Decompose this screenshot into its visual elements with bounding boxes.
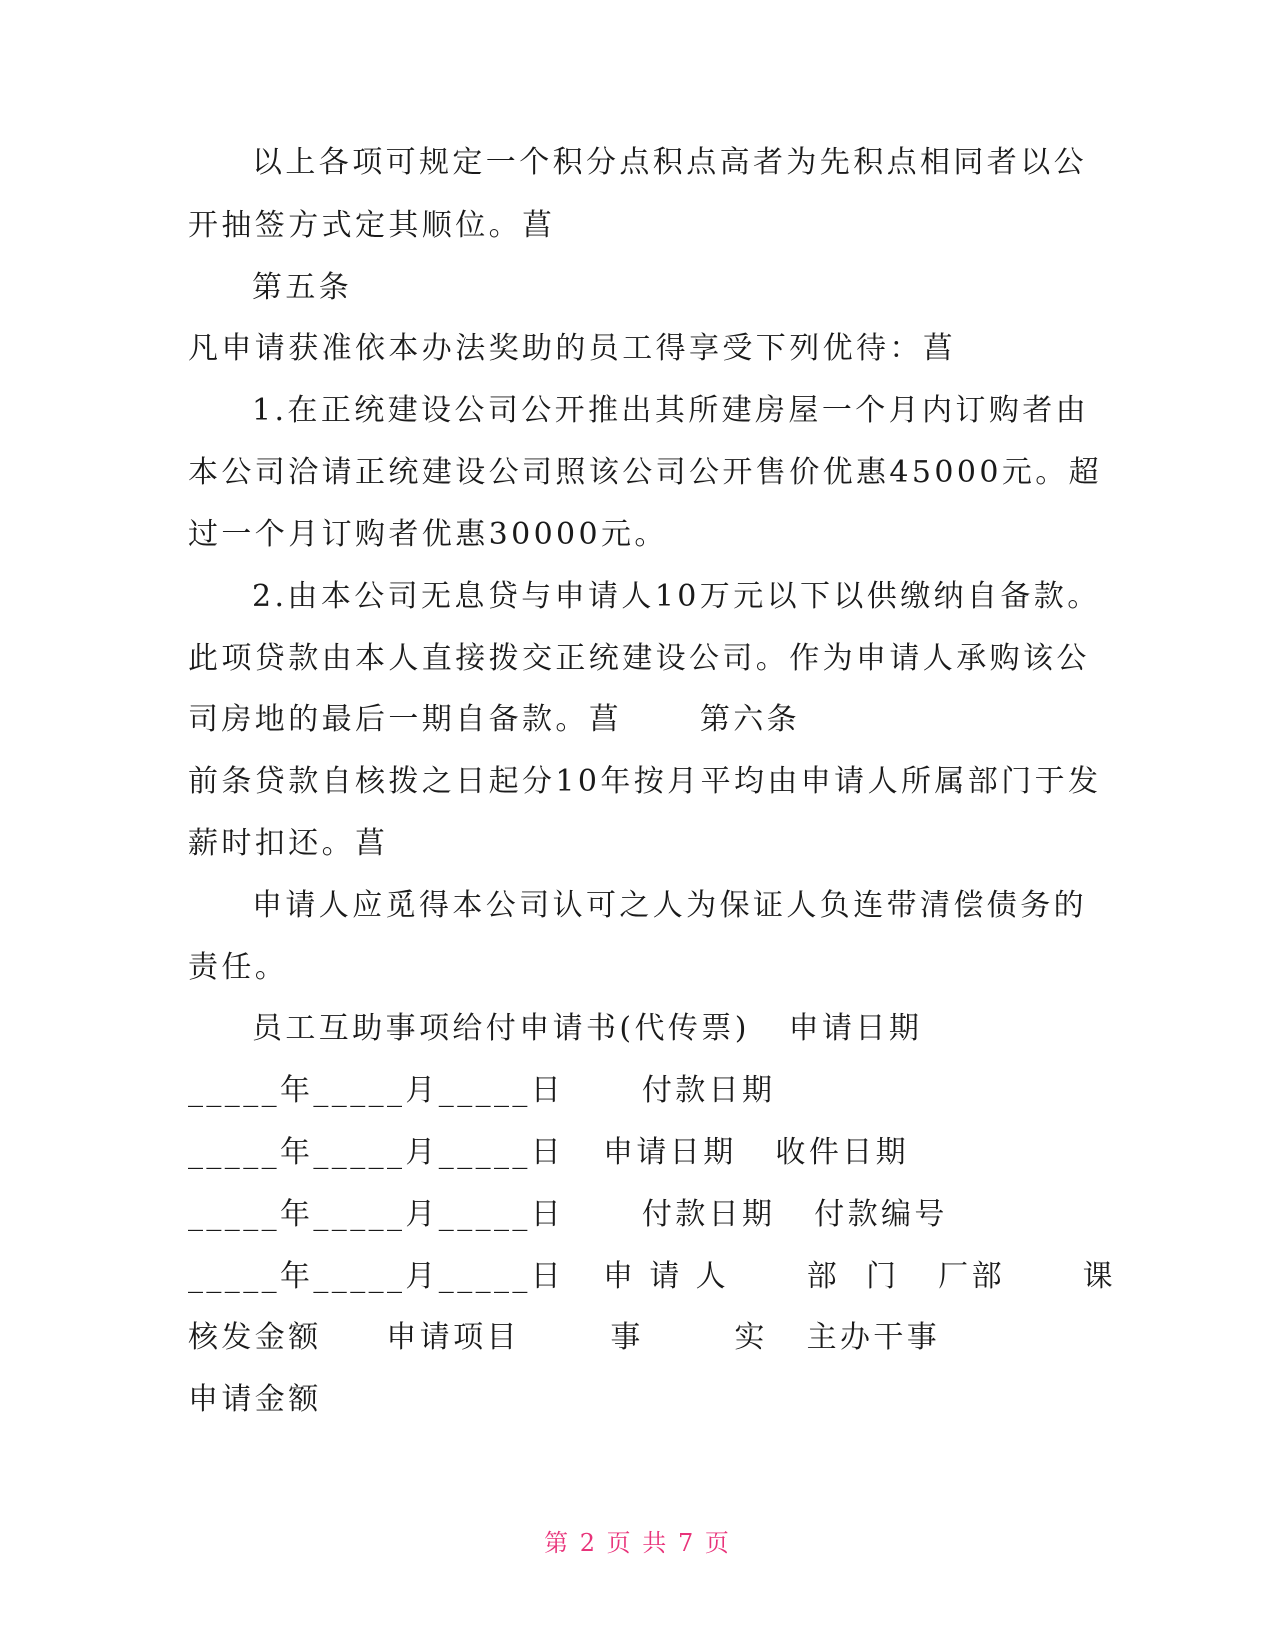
list-item-line: 2.由本公司无息贷与申请人10万元以下以供缴纳自备款。 — [252, 579, 1101, 614]
paragraph-line: 以上各项可规定一个积分点积点高者为先积点相同者以公 — [252, 145, 1087, 180]
list-item-line: 1.在正统建设公司公开推出其所建房屋一个月内订购者由 — [252, 393, 1090, 428]
form-title-line: 员工互助事项给付申请书(代传票) 申请日期 — [252, 1011, 923, 1046]
form-line: _____年_____月_____日 申请日期 收件日期 — [188, 1135, 910, 1170]
paragraph-line: 司房地的最后一期自备款。菖 第六条 — [188, 702, 801, 737]
paragraph-line: 凡申请获准依本办法奖助的员工得享受下列优待：菖 — [188, 331, 957, 366]
form-line: _____年_____月_____日 付款日期 — [188, 1073, 776, 1108]
paragraph-line: 开抽签方式定其顺位。菖 — [188, 208, 556, 243]
form-line: _____年_____月_____日 付款日期 付款编号 — [188, 1197, 948, 1232]
paragraph-line: 前条贷款自核拨之日起分10年按月平均由申请人所属部门于发 — [188, 764, 1102, 799]
paragraph-line: 此项贷款由本人直接拨交正统建设公司。作为申请人承购该公 — [188, 641, 1090, 676]
form-line: 核发金额 申请项目 事 实 主办干事 — [188, 1320, 941, 1355]
article-heading: 第五条 — [252, 270, 353, 305]
paragraph-line: 过一个月订购者优惠30000元。 — [188, 517, 668, 552]
paragraph-line: 责任。 — [188, 950, 289, 985]
form-line: 申请金额 — [188, 1382, 322, 1417]
paragraph-line: 本公司洽请正统建设公司照该公司公开售价优惠45000元。超 — [188, 455, 1103, 490]
paragraph-line: 薪时扣还。菖 — [188, 826, 389, 861]
form-line: _____年_____月_____日 申 请 人 部 门 厂部 课 — [188, 1259, 1116, 1294]
paragraph-line: 申请人应觅得本公司认可之人为保证人负连带清偿债务的 — [252, 888, 1087, 923]
page-number-footer: 第 2 页 共 7 页 — [544, 1529, 731, 1557]
